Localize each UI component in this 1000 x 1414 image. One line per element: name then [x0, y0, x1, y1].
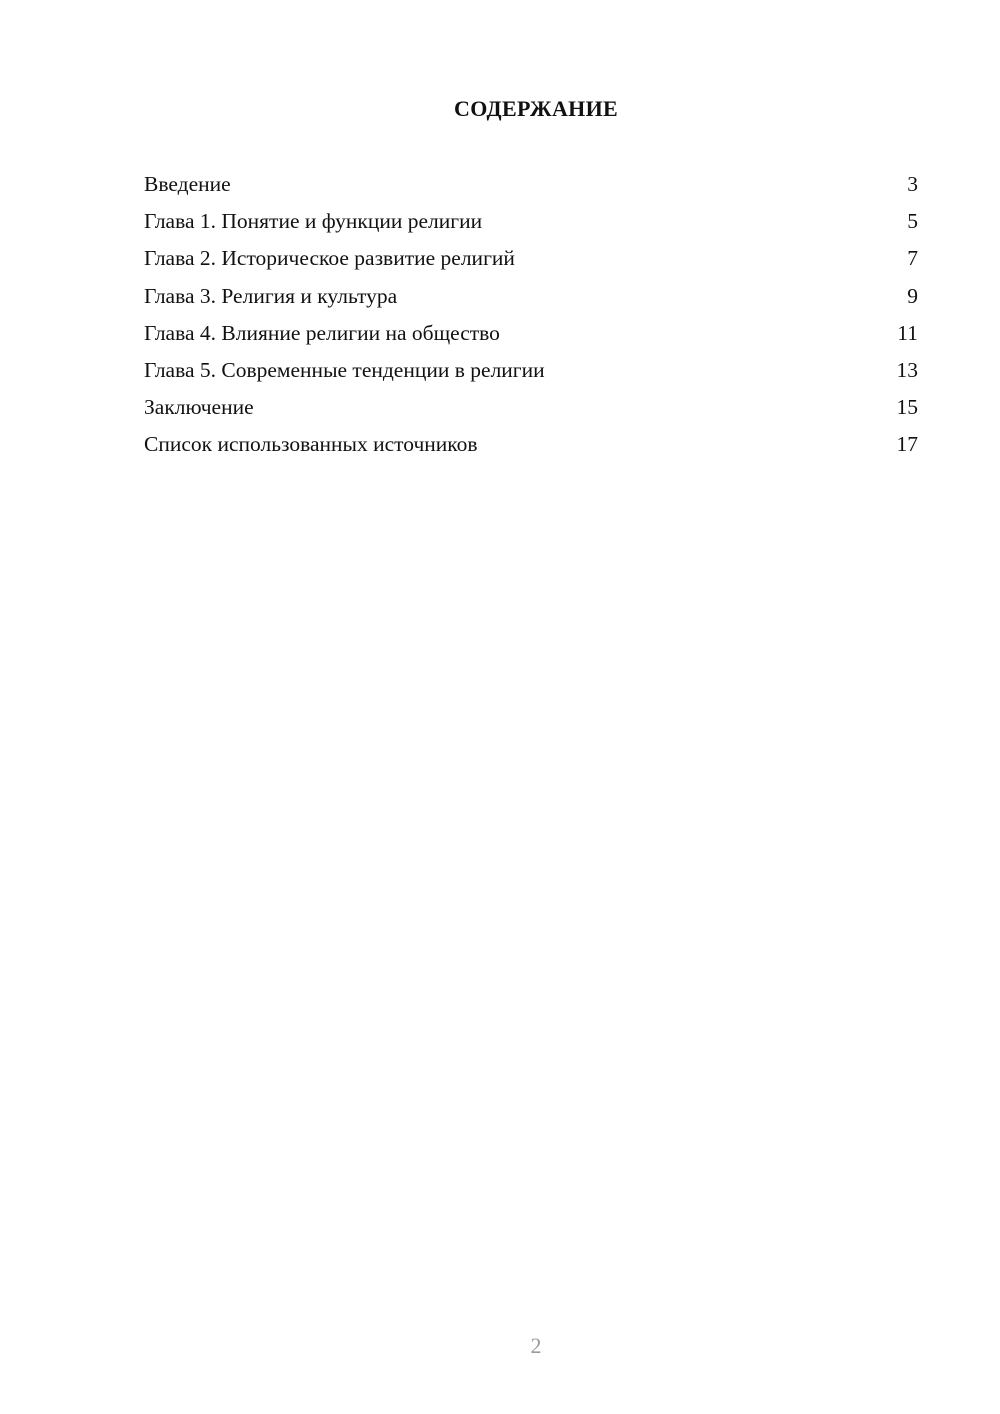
toc-entry-page: 3: [907, 172, 918, 196]
table-of-contents: [144, 169, 918, 467]
toc-entry-label: Заключение: [144, 395, 254, 420]
toc-entry-references: [144, 429, 918, 466]
toc-entry-introduction: [144, 169, 918, 206]
page-number: 2: [530, 1333, 542, 1358]
toc-entry-page: 11: [897, 320, 918, 345]
toc-entry-chapter-2: [144, 243, 918, 280]
toc-title: СОДЕРЖАНИЕ: [454, 96, 618, 121]
toc-entry-label: Список использованных источников: [144, 432, 478, 457]
toc-entry-chapter-1: [144, 206, 918, 243]
toc-entry-page: 17: [896, 432, 918, 457]
toc-entry-chapter-3: [144, 281, 918, 318]
toc-entry-chapter-5: [144, 355, 918, 392]
toc-entry-label: Глава 1. Понятие и функции религии: [144, 209, 483, 234]
toc-entry-chapter-4: [144, 318, 918, 355]
toc-entry-label: Глава 4. Влияние религии на общество: [144, 320, 500, 345]
toc-entry-page: 13: [896, 357, 918, 382]
toc-entry-conclusion: [144, 392, 918, 429]
toc-entry-page: 7: [907, 246, 918, 271]
toc-entry-label: Глава 2. Историческое развитие религий: [144, 246, 515, 271]
toc-entry-label: Глава 3. Религия и культура: [144, 283, 398, 308]
toc-entry-page: 5: [907, 209, 918, 234]
toc-entry-page: 15: [896, 395, 918, 420]
toc-entry-label: Введение: [144, 172, 231, 196]
toc-entry-label: Глава 5. Современные тенденции в религии: [144, 357, 545, 382]
toc-entry-page: 9: [907, 283, 918, 308]
